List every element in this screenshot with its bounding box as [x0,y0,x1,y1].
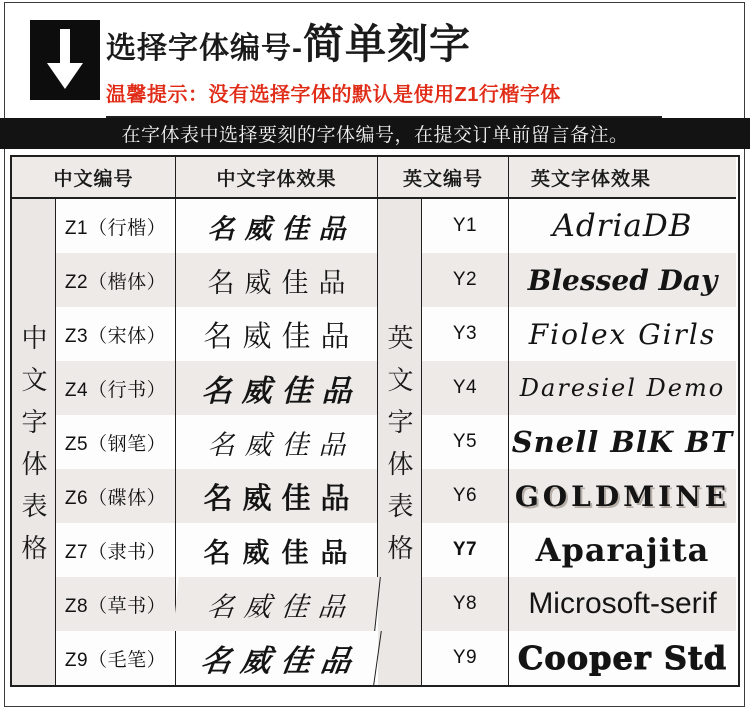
cn-code-z1: Z1（行楷） [56,199,176,253]
column-header-cn-effect: 中文字体效果 [176,157,378,199]
column-header-cn-code: 中文编号 [12,157,176,199]
cn-sample-z9: 名威佳品 [172,631,382,685]
header-text-block [106,20,662,118]
cn-sample-z3: 名威佳品 [176,307,378,361]
cn-sample-z2: 名威佳品 [176,253,378,307]
column-header-en-code: 英文编号 [378,157,509,199]
column-header-en-effect: 英文字体效果 [509,157,736,199]
cn-code-z8: Z8（草书） [56,577,176,631]
cn-sample-z8: 名威佳品 [173,577,381,631]
en-code-y9: Y9 [422,631,509,685]
tip-text: 温馨提示：没有选择字体的默认是使用Z1行楷字体 [106,84,561,106]
cn-sample-z4: 名威佳品 [176,361,378,415]
en-code-y6: Y6 [422,469,509,523]
page-title-normal: 选择字体编号- [106,32,303,65]
en-code-y4: Y4 [422,361,509,415]
page-title [106,22,662,76]
en-sample-y2: Blessed Day [509,253,736,307]
en-sample-y1: AdriaDB [552,208,693,244]
en-sample-y8: Microsoft-serif [509,577,736,631]
page-header [0,0,750,116]
cn-code-z4: Z4（行书） [56,361,176,415]
en-sample-y4: Daresiel Demo [509,361,736,415]
cn-sample-z5: 名威佳品 [176,415,378,469]
down-arrow-icon [30,20,100,100]
en-group-label: 英文字体表格 [378,199,422,685]
cn-code-z5: Z5（钢笔） [56,415,176,469]
page-title-large: 简单刻字 [303,21,471,67]
cn-sample-z6: 名威佳品 [176,469,378,523]
cn-code-z2: Z2（楷体） [56,253,176,307]
cn-group-label: 中文字体表格 [12,199,56,685]
cn-code-z7: Z7（隶书） [56,523,176,577]
font-table [10,155,740,687]
en-code-y8: Y8 [422,577,509,631]
cn-code-z3: Z3（宋体） [56,307,176,361]
instruction-banner: 在字体表中选择要刻的字体编号，在提交订单前留言备注。 [0,118,750,149]
cn-sample-z7: 名威佳品 [176,523,378,577]
en-code-y2: Y2 [422,253,509,307]
en-code-y5: Y5 [422,415,509,469]
cn-code-z6: Z6（碟体） [56,469,176,523]
en-code-y1: Y1 [422,199,509,253]
en-sample-y5: Snell BlK BT [511,425,734,459]
en-code-y3: Y3 [422,307,509,361]
en-sample-y6: GOLDMINE [509,469,736,523]
en-code-y7: Y7 [422,523,509,577]
en-sample-y7: Aparajita [535,531,710,569]
cn-sample-z1: 名威佳品 [176,199,378,253]
en-sample-y9: Cooper Std [517,639,728,677]
cn-code-z9: Z9（毛笔） [56,631,176,685]
en-sample-y3: Fiolex Girls [528,317,717,351]
